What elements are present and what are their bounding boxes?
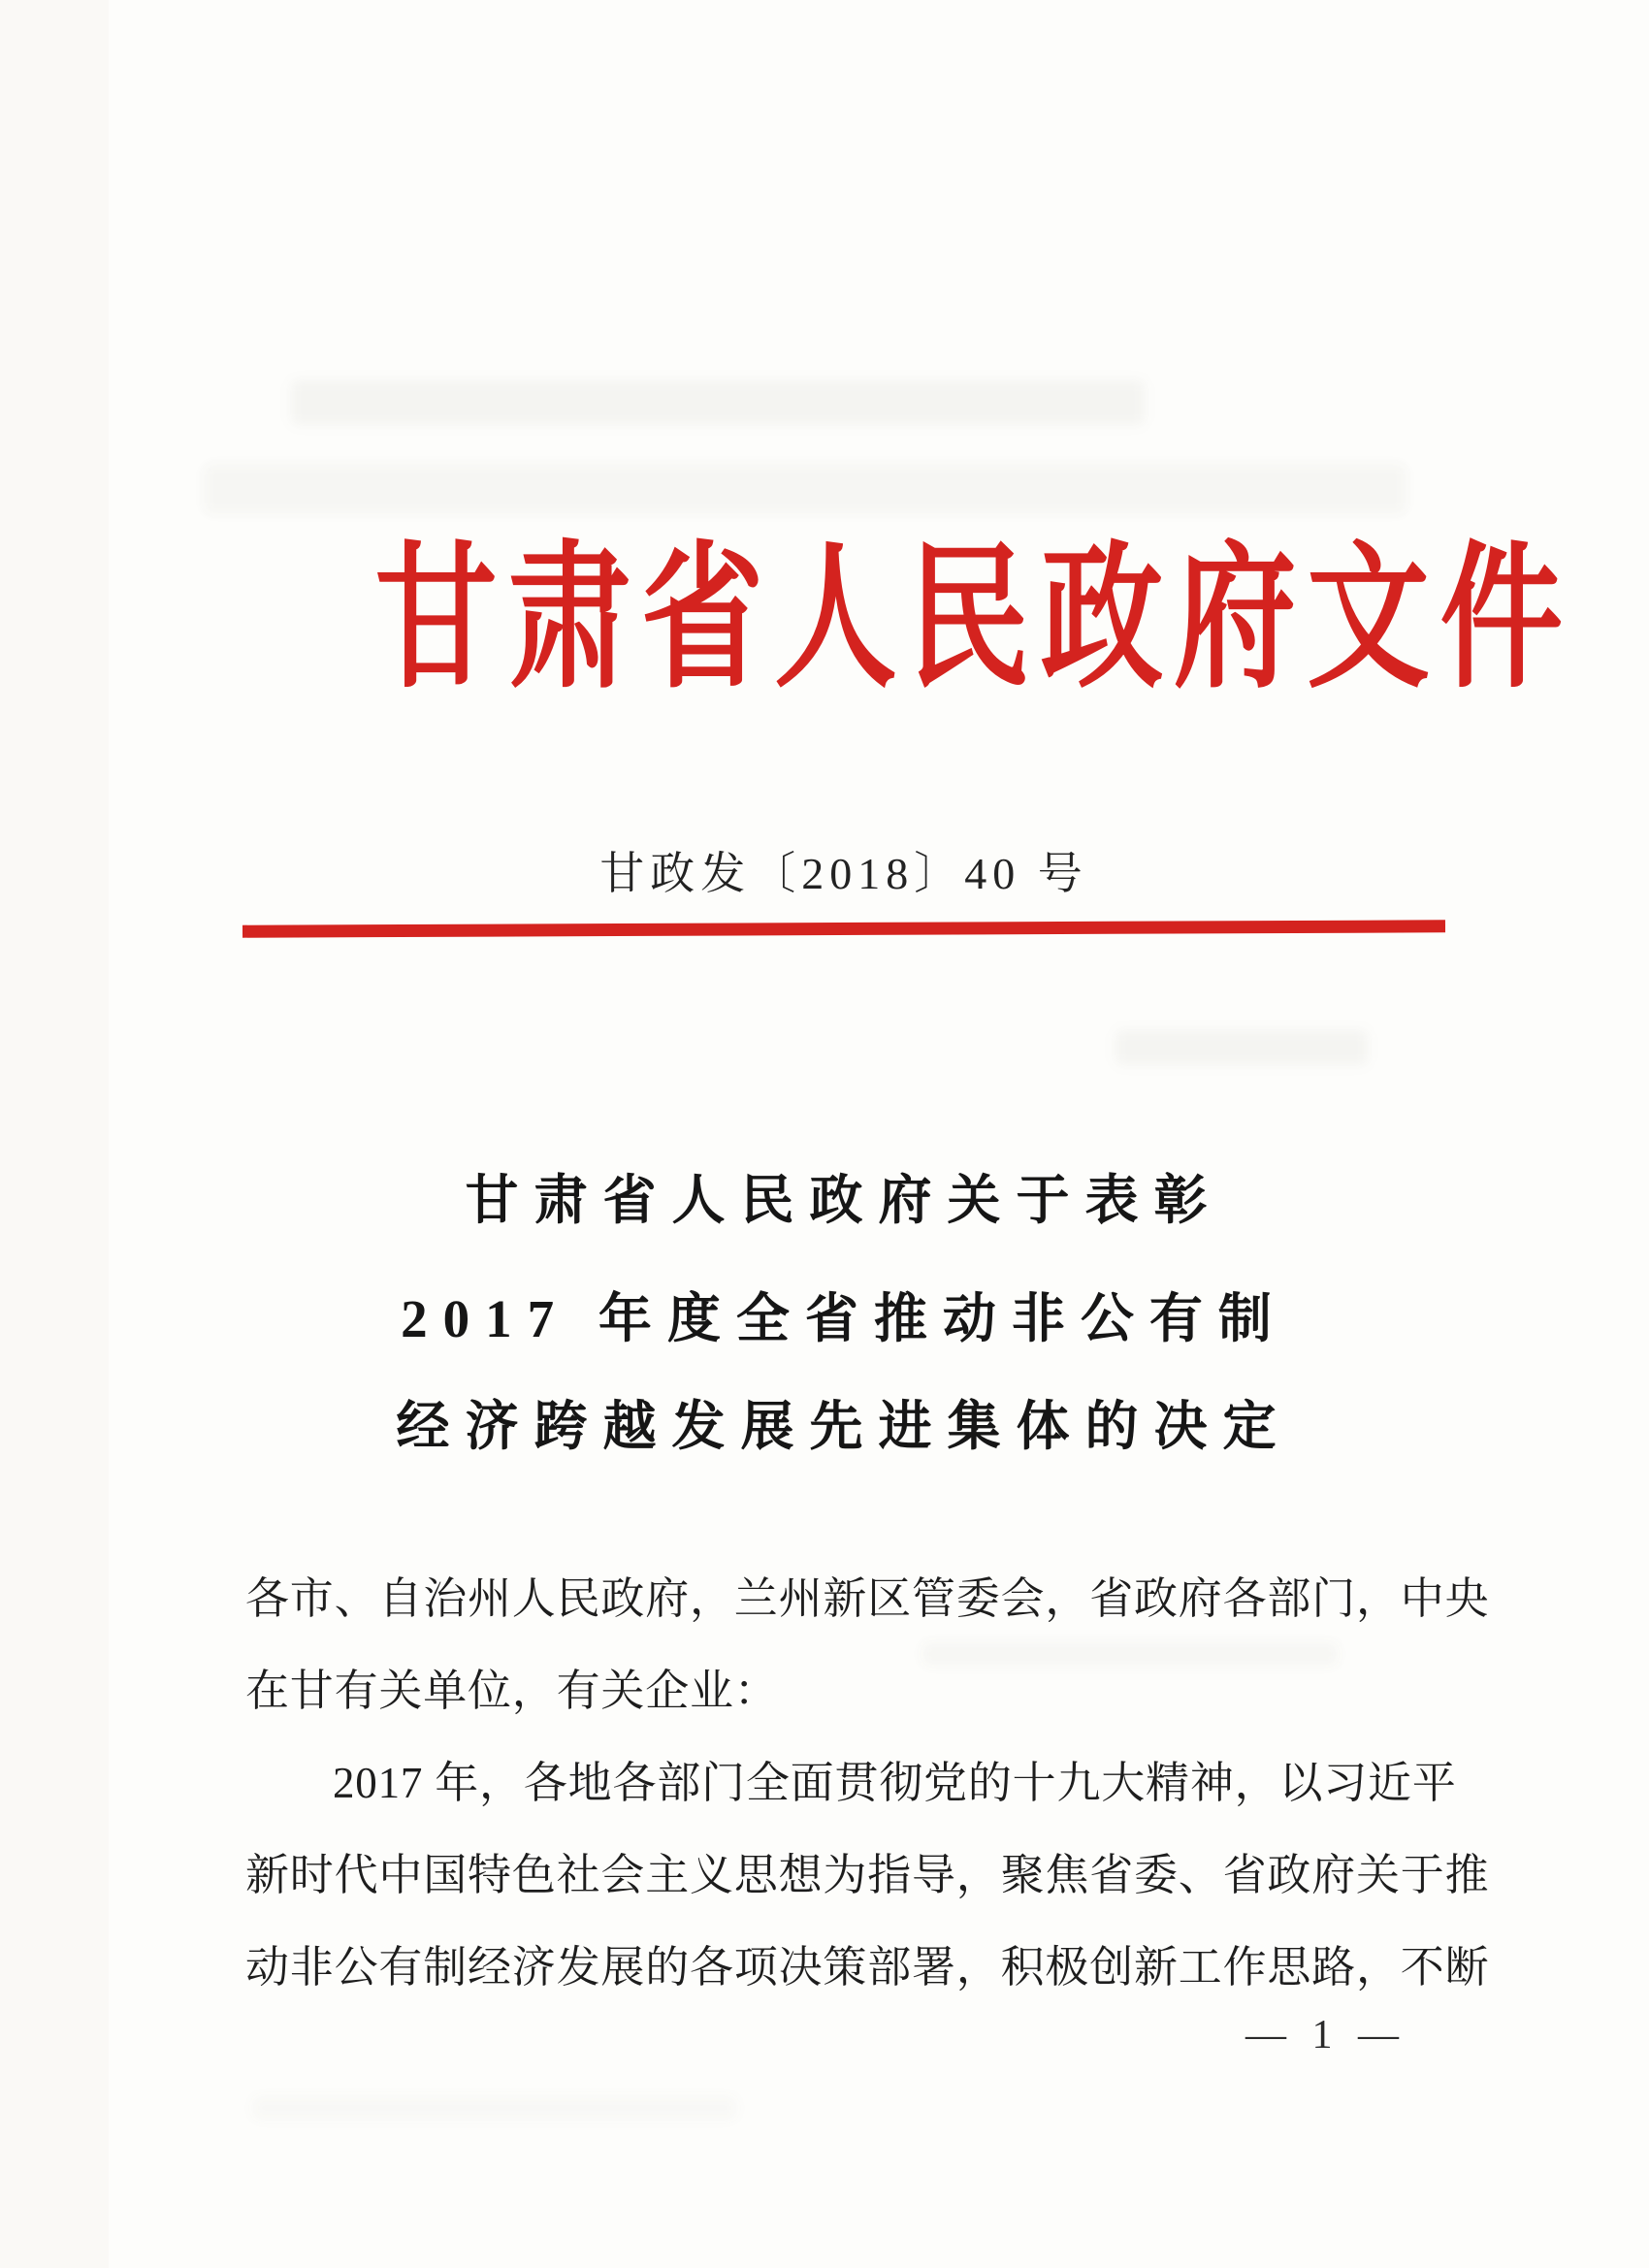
document-title-line-1: 甘肃省人民政府关于表彰 <box>465 1171 1223 1230</box>
body-paragraph-line-2: 新时代中国特色社会主义思想为指导，聚焦省委、省政府关于推 <box>245 1851 1490 1899</box>
salutation-line-2: 在甘有关单位，有关企业： <box>245 1667 779 1715</box>
body-paragraph-line-1: 2017 年，各地各部门全面贯彻党的十九大精神，以习近平 <box>333 1759 1457 1807</box>
page-number: — 1 — <box>1245 2013 1406 2057</box>
document-title-line-2: 2017 年度全省推动非公有制 <box>401 1289 1287 1348</box>
bleedthrough-smudge <box>922 1641 1339 1667</box>
bleedthrough-smudge <box>204 464 1406 514</box>
salutation-line-1: 各市、自治州人民政府，兰州新区管委会，省政府各部门，中央 <box>245 1574 1490 1623</box>
bleedthrough-smudge <box>252 2095 737 2121</box>
scan-edge-shade <box>0 0 109 2268</box>
bleedthrough-smudge <box>1116 1030 1368 1065</box>
red-divider-rule <box>242 920 1445 937</box>
letterhead-title: 甘肃省人民政府文件 <box>374 534 1573 707</box>
document-number: 甘政发〔2018〕40 号 <box>599 849 1088 898</box>
bleedthrough-smudge <box>291 380 1145 425</box>
document-title-line-3: 经济跨越发展先进集体的决定 <box>396 1397 1292 1456</box>
body-paragraph-line-3: 动非公有制经济发展的各项决策部署，积极创新工作思路，不断 <box>245 1943 1490 1992</box>
